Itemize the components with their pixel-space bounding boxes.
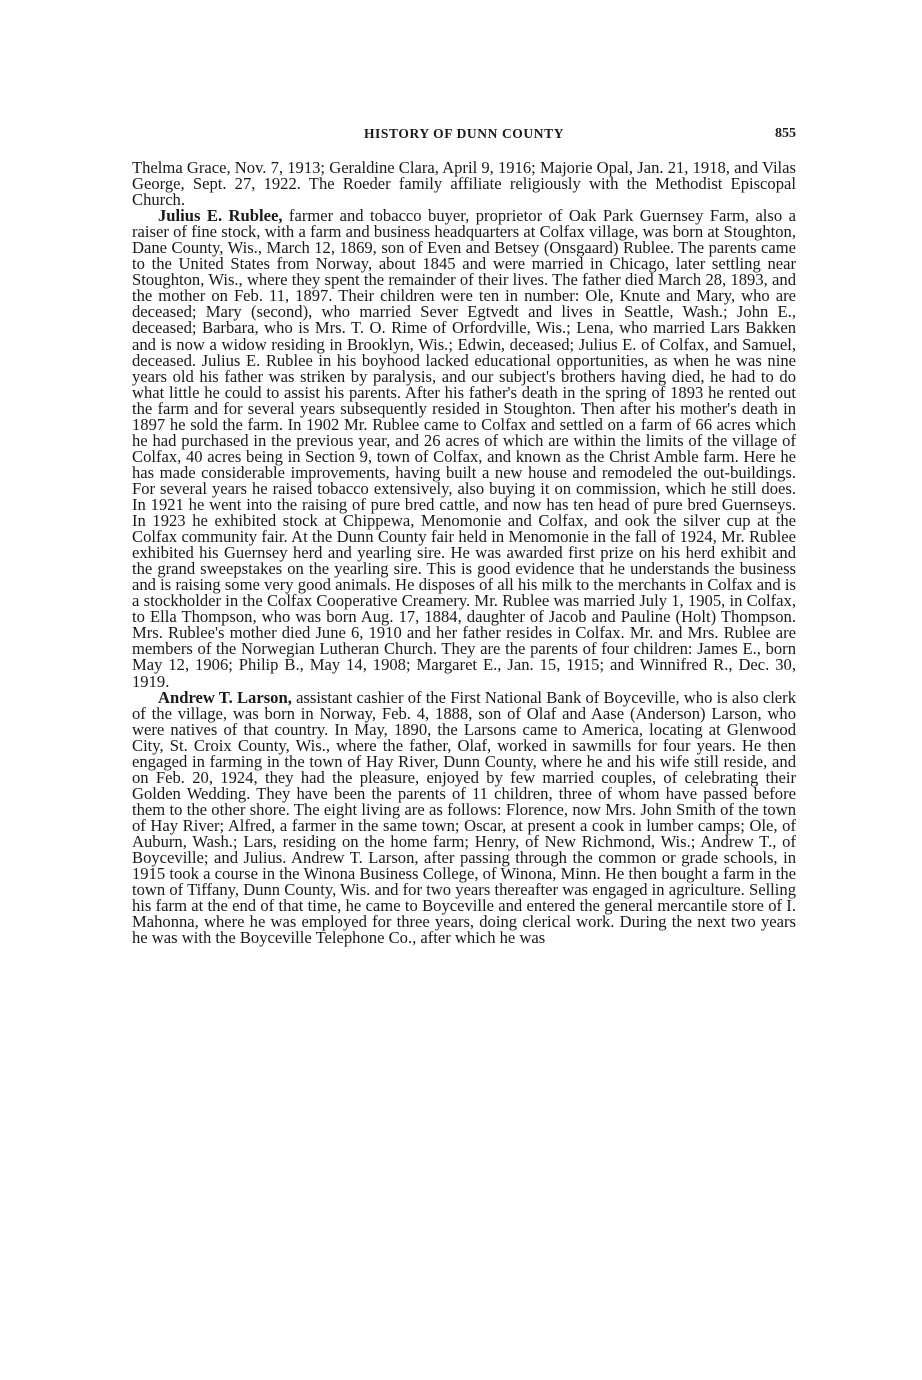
subject-name: Andrew T. Larson, [158, 687, 292, 707]
page-number: 855 [775, 126, 796, 141]
paragraph-text: Thelma Grace, Nov. 7, 1913; Geraldine Clara, April 9, 1916; Majorie Opal, Jan. 21, 1918, and Vilas George, Sept. 27, 1922. The Roeder family affiliate religiously with the Methodist Episcopal Church. [132, 158, 796, 210]
running-header [132, 122, 796, 146]
paragraph-text: assistant cashier of the First National Bank of Boyceville, who is also clerk of the village, was born in Norway, Feb. 4, 1888, son of Olaf and Aase (Anderson) Larson, who were natives of that country. In May, 1890, the Larsons came to America, locating at Glenwood City, St. Croix County, Wis., where the father, Olaf, worked in sawmills for four years. He then engaged in farming in the town of Hay River, Dunn County, where he and his wife still reside, and on Feb. 20, 1924, they had the pleasure, enjoyed by few married couples, of celebrating their Golden Wedding. They have been the parents of 11 children, three of whom have passed before them to the other shore. The eight living are as follows: Florence, now Mrs. John Smith of the town of Hay River; Alfred, a farmer in the same town; Oscar, at present a cook in lumber camps; Ole, of Auburn, Wash.; Lars, residing on the home farm; Henry, of New Richmond, Wis.; Andrew T., of Boyceville; and Julius. Andrew T. Larson, after passing through the common or grade schools, in 1915 took a course in the Winona Business College, of Winona, Minn. He then bought a farm in the town of Tiffany, Dunn County, Wis. and for two years thereafter was engaged in agriculture. Selling his farm at the end of that time, he came to Boyceville and entered the general mercantile store of I. Mahonna, where he was employed for three years, doing clerical work. During the next two years he was with the Boyceville Telephone Co., after which he was [132, 687, 796, 948]
body-text [132, 160, 796, 946]
paragraph-julius-rublee [132, 208, 796, 689]
paragraph-roeder-continued [132, 160, 796, 208]
book-page [132, 122, 796, 946]
running-title: HISTORY OF DUNN COUNTY [363, 126, 565, 141]
paragraph-text: farmer and tobacco buyer, proprietor of Oak Park Guernsey Farm, also a raiser of fine stock, with a farm and business headquarters at Colfax village, was born at Stoughton, Dane County, Wis., March 12, 1869, son of Even and Betsey (Onsgaard) Rublee. The parents came to the United States from Norway, about 1845 and were married in Chicago, later settling near Stoughton, Wis., where they spent the remainder of their lives. The father died March 28, 1893, and the mother on Feb. 11, 1897. Their children were ten in number: Ole, Knute and Mary, who are deceased; Mary (second), who married Sever Egtvedt and lives in Seattle, Wash.; John E., deceased; Barbara, who is Mrs. T. O. Rime of Orfordville, Wis.; Lena, who married Lars Bakken and is now a widow residing in Brooklyn, Wis.; Edwin, deceased; Julius E. of Colfax, and Samuel, deceased. Julius E. Rublee in his boyhood lacked educational opportunities, as when he was nine years old his father was striken by paralysis, and our subject's brothers having died, he had to do what little he could to assist his parents. After his father's death in the spring of 1893 he rented out the farm and for several years subsequently resided in Stoughton. Then after his mother's death in 1897 he sold the farm. In 1902 Mr. Rublee came to Colfax and settled on a farm of 66 acres which he had purchased in the previous year, and 26 acres of which are within the limits of the village of Colfax, 40 acres being in Section 9, town of Colfax, and known as the Christ Amble farm. Here he has made considerable improvements, having built a new house and remodeled the out-buildings. For several years he raised tobacco extensively, also buying it on commission, which he still does. In 1921 he went into the raising of pure bred cattle, and now has ten head of pure bred Guernseys. In 1923 he exhibited stock at Chippewa, Menomonie and Colfax, and ook the silver cup at the Colfax community fair. At the Dunn County fair held in Menomonie in the fall of 1924, Mr. Rublee exhibited his Guernsey herd and yearling sire. He was awarded first prize on his herd exhibit and the grand sweepstakes on the yearling sire. This is good evidence that he understands the business and is raising some very good animals. He disposes of all his milk to the merchants in Colfax and is a stockholder in the Colfax Cooperative Creamery. Mr. Rublee was married July 1, 1905, in Colfax, to Ella Thompson, who was born Aug. 17, 1884, daughter of Jacob and Pauline (Holt) Thompson. Mrs. Rublee's mother died June 6, 1910 and her father resides in Colfax. Mr. and Mrs. Rublee are members of the Norwegian Lutheran Church. They are the parents of four children: James E., born May 12, 1906; Philip B., May 14, 1908; Margaret E., Jan. 15, 1915; and Winnifred R., Dec. 30, 1919. [132, 206, 796, 691]
subject-name: Julius E. Rublee, [158, 206, 283, 226]
paragraph-andrew-larson [132, 687, 796, 948]
